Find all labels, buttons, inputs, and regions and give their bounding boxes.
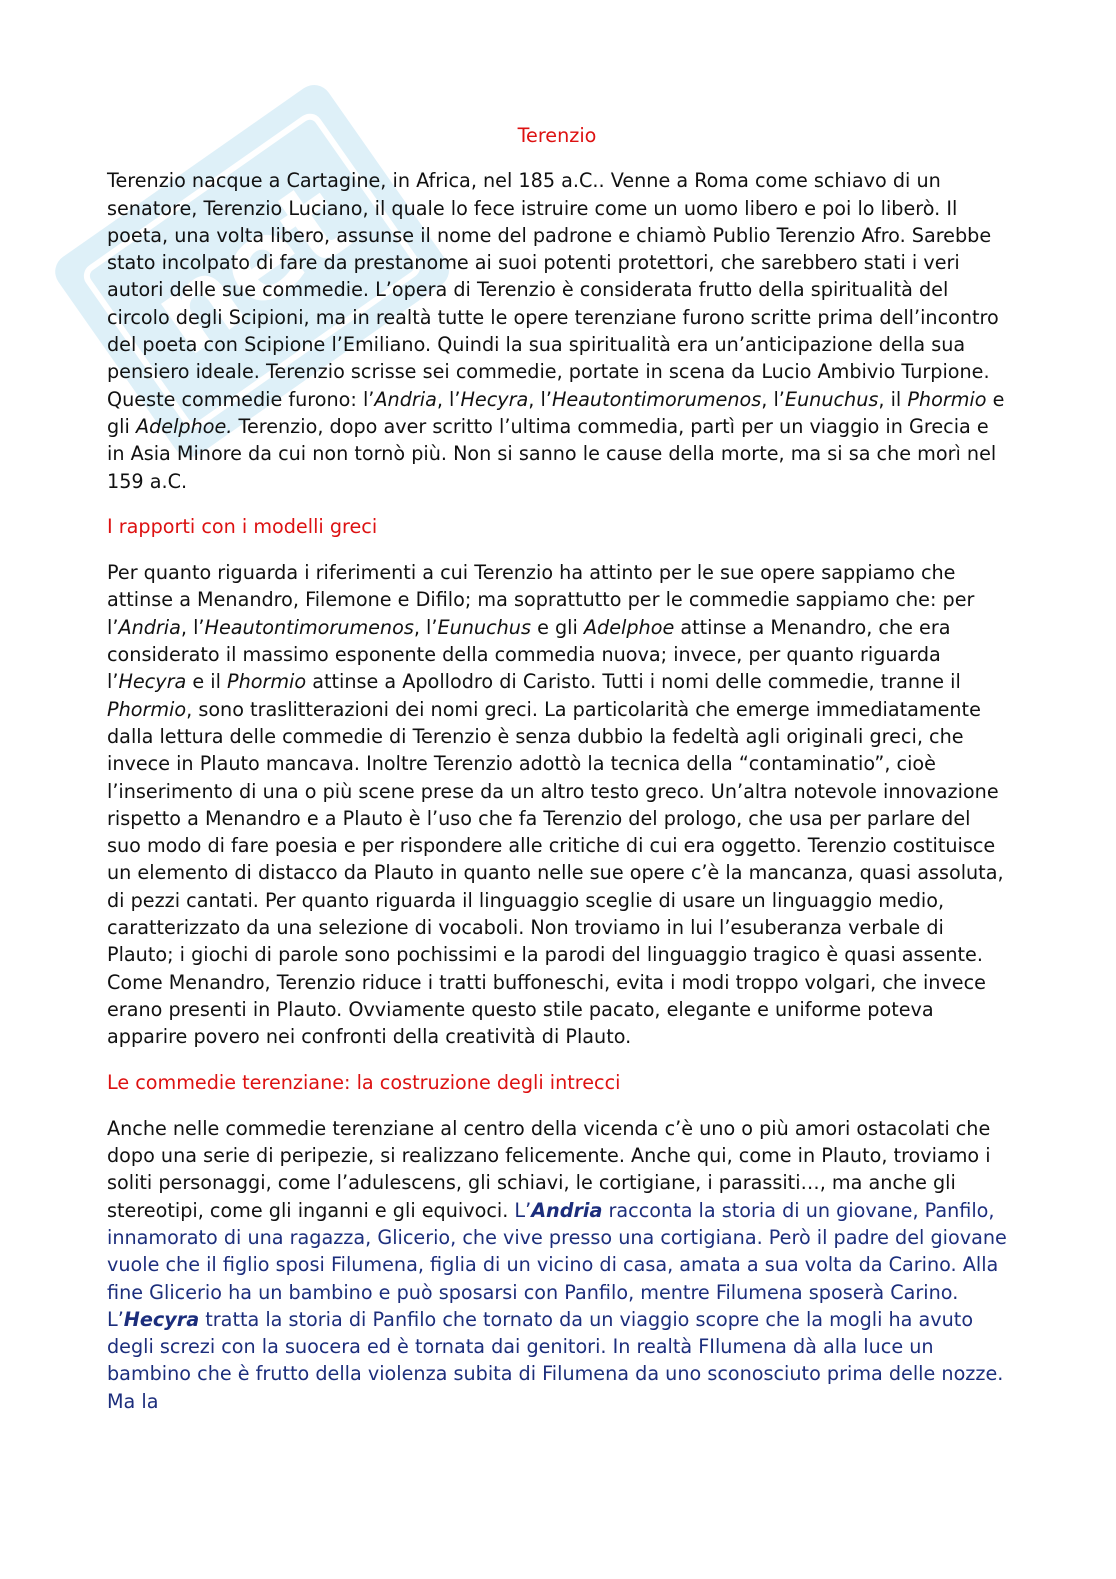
summary-text: tratta la storia di Panfilo che tornato da un viaggio scopre che la mogli ha avuto degli screzi con la suocera ed è tornata dai genitori. In realtà FIlumena dà alla luce un bambino che è frutto della violenza subita di Filumena da uno sconosciuto prima delle nozze. Ma la (107, 1307, 1004, 1413)
work-title: Eunuchus (437, 615, 531, 639)
work-title: Adelphoe. (135, 414, 233, 438)
text-run: , l’ (761, 387, 785, 411)
document-page (107, 122, 1007, 1415)
work-title: Hecyra (123, 1307, 200, 1331)
work-title: Hecyra (460, 387, 529, 411)
paragraph-biography (107, 167, 1007, 495)
text-run: e il (186, 670, 227, 694)
watermark-text: net (129, 157, 372, 380)
text-run: Terenzio, dopo aver scritto l’ultima commedia, partì per un viaggio in Grecia e in Asia Minore da cui non tornò più. Non si sanno le cause della morte, ma si sa che morì nel 159 a.C. (107, 414, 997, 493)
text-run: Per quanto riguarda i riferimenti a cui Terenzio ha attinto per le sue opere sappiamo che attinse a Menandro, Filemone e Difilo; ma soprattutto per le commedie sappiamo che: per l’ (107, 561, 975, 639)
text-run: attinse a Apollodro di Caristo. Tutti i nomi delle commedie, tranne il (306, 670, 961, 694)
text-run: , sono traslitterazioni dei nomi greci. La particolarità che emerge immediatamente dalla lettura delle commedie di Terenzio è senza dubbio la fedeltà agli originali greci, che invece in Plauto mancava. Inoltre Terenzio adottò la tecnica della “contaminatio”, cioè l’inserimento di una o più scene prese da un altro testo greco. Un’altra notevole innovazione rispetto a Menandro e a Plauto è l’uso che fa Terenzio del prologo, che usa per parlare del suo modo di fare poesia e per rispondere alle critiche di cui era oggetto. Terenzio costituisce un elemento di distacco da Plauto in quanto nelle sue opere c’è la mancanza, quasi assoluta, di pezzi cantati. Per quanto riguarda il linguaggio sceglie di usare un linguaggio medio, caratterizzato da una selezione di vocaboli. Non troviamo in lui l’esuberanza verbale di Plauto; i giochi di parole sono pochissimi e la parodi del linguaggio tragico è quasi assente. Come Menandro, Terenzio riduce i tratti buffoneschi, evita i modi troppo volgari, che invece erano presenti in Plauto. Ovviamente questo stile pacato, elegante e uniforme poteva apparire povero nei confronti della creatività di Plauto. (107, 697, 1004, 1049)
paragraph-greek-models (107, 559, 1007, 1050)
work-title: Andria (531, 1198, 603, 1222)
text-run: e gli (107, 387, 1005, 438)
page-title: Terenzio (517, 124, 597, 147)
summary-text: L’ (514, 1198, 532, 1222)
text-run: , l’ (528, 387, 552, 411)
text-run: , l’ (436, 387, 461, 411)
text-run: , l’ (413, 615, 438, 639)
text-run: , il (878, 387, 908, 411)
text-run: attinse a Menandro, che era considerato il massimo esponente della commedia nuova; invece, per quanto riguarda l’ (107, 615, 951, 694)
text-run: e gli (530, 615, 584, 639)
text-run: , l’ (180, 615, 205, 639)
paragraph-plots (107, 1115, 1007, 1415)
section-heading-plots: Le commedie terenziane: la costruzione degli intrecci (107, 1070, 621, 1094)
work-title: Phormio (227, 670, 307, 694)
work-title: Heautontimorumenos (204, 615, 414, 639)
text-run: Anche nelle commedie terenziane al centro della vicenda c’è uno o più amori ostacolati che dopo una serie di peripezie, si realizzano felicemente. Anche qui, come in Plauto, troviamo i soliti personaggi, come l’adulescens, gli schiavi, le cortigiane, i parassiti…, ma anche gli stereotipi, come gli inganni e gli equivoci. (107, 1116, 991, 1222)
work-title: Phormio (907, 387, 987, 411)
work-title: Adelphoe (583, 615, 675, 639)
work-title: Andria (374, 387, 437, 411)
summary-text: racconta la storia di un giovane, Panfilo, innamorato di una ragazza, Glicerio, che vive presso una cortigiana. Però il padre del giovane vuole che il figlio sposi Filumena, figlia di un vicino di casa, amata a sua volta da Carino. Alla fine Glicerio ha un bambino e può sposarsi con Panfilo, mentre Filumena sposerà Carino. L’ (107, 1198, 1007, 1331)
work-title: Heautontimorumenos (551, 387, 762, 411)
section-heading-greek-models: I rapporti con i modelli greci (107, 514, 378, 538)
text-run: Terenzio nacque a Cartagine, in Africa, nel 185 a.C.. Venne a Roma come schiavo di un senatore, Terenzio Luciano, il quale lo fece istruire come un uomo libero e poi lo liberò. Il poeta, una volta libero, assunse il nome del padrone e chiamò Publio Terenzio Afro. Sarebbe stato incolpato di fare da prestanome ai suoi potenti protettori, che sarebbero stati i veri autori delle sue commedie. L’opera di Terenzio è considerata frutto della spiritualità del circolo degli Scipioni, ma in realtà tutte le opere terenziane furono scritte prima dell’incontro del poeta con Scipione l’Emiliano. Quindi la sua spiritualità era un’anticipazione della sua pensiero ideale. Terenzio scrisse sei commedie, portate in scena da Lucio Ambivio Turpione. Queste commedie furono: l’ (107, 169, 999, 411)
work-title: Eunuchus (784, 387, 879, 411)
work-title: Phormio (107, 697, 187, 721)
work-title: Andria (118, 615, 181, 639)
work-title: Hecyra (118, 670, 187, 694)
